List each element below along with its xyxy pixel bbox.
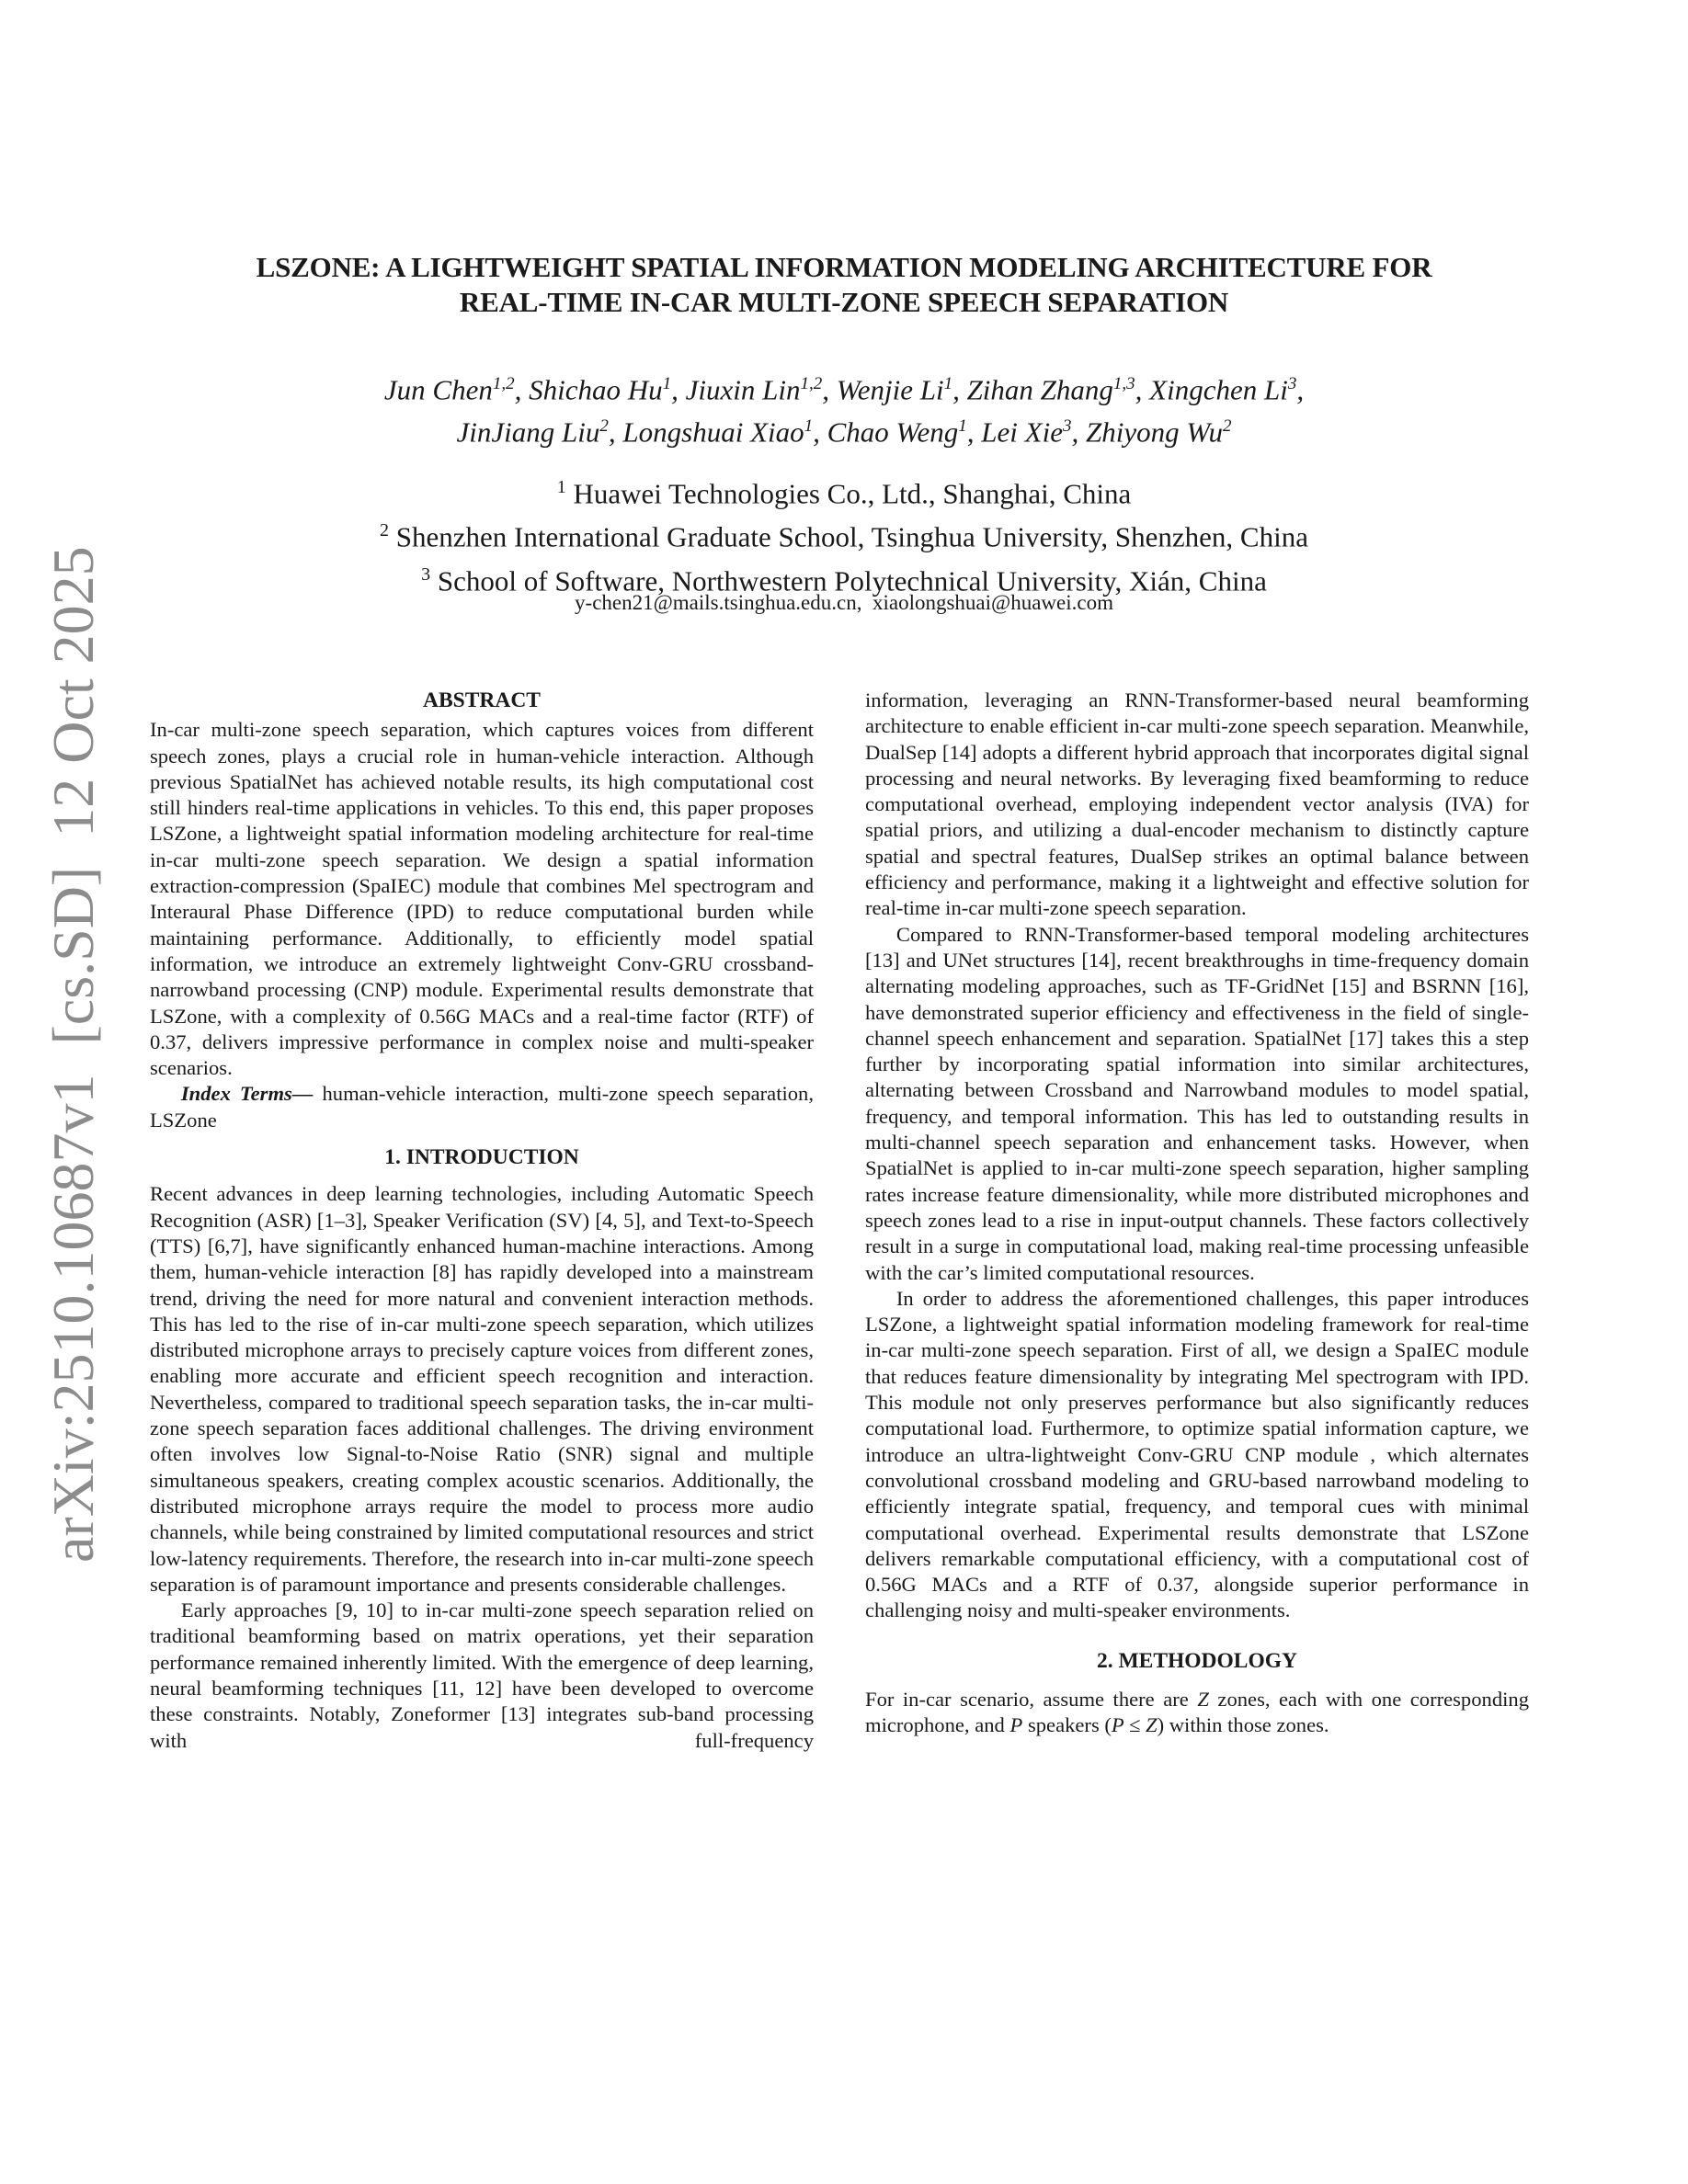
intro-paragraph-3: Compared to RNN-Transformer-based temporal modeling architectures [13] and UNet structures [14], recent breakthroughs in time-frequency domain alternating modeling approaches, such as TF-GridNet [15] and BSRNN [16], have demonstrated superior efficiency and effectiveness in the field of single-channel speech enhancement and separation. SpatialNet [17] takes this a step further by incorporating spatial information into similar architectures, alternating between Crossband and Narrowband modules to model spatial, frequency, and temporal information. This has led to outstanding results in multi-channel speech separation and enhancement tasks. However, when SpatialNet is applied to in-car multi-zone speech separation, higher sampling rates increase feature dimensionality, while more distributed microphones and speech zones lead to a rise in input-output channels. These factors collectively result in a surge in computational load, making real-time processing unfeasible with the car’s limited computational resources. [865, 922, 1529, 1284]
author-name: Xingchen Li [1149, 373, 1288, 406]
left-column [150, 688, 814, 1754]
affiliation-text: Huawei Technologies Co., Ltd., Shanghai, China [565, 477, 1132, 510]
author-name: JinJiang Liu [456, 415, 600, 449]
arxiv-identifier-stamp: arXiv:2510.10687v1 [cs.SD] 12 Oct 2025 [40, 546, 106, 1563]
author-name: Zihan Zhang [966, 373, 1113, 406]
affiliation-marker: 2 [380, 520, 390, 541]
author-affiliation-marker: 3 [1062, 416, 1072, 437]
abstract-heading: ABSTRACT [423, 688, 541, 712]
author-line-2 [184, 408, 1504, 450]
contact-emails: y-chen21@mails.tsinghua.edu.cn, xiaolongshuai@huawei.com [575, 591, 1113, 614]
author-affiliation-marker: 1 [958, 416, 967, 437]
author-name: Jiuxin Lin [685, 373, 801, 406]
intro-paragraph-4: In order to address the aforementioned challenges, this paper introduces LSZone, a lightweight spatial information modeling framework for real-time in-car multi-zone speech separation. First of all, we design a SpaIEC module that reduces feature dimensionality by integrating Mel spectrogram with IPD. This module not only preserves performance but also significantly reduces computational load. Furthermore, to optimize spatial information capture, we introduce an ultra-lightweight Conv-GRU CNP module , which alternates convolutional crossband modeling and GRU-based narrowband modeling to efficiently integrate spatial, frequency, and temporal cues with minimal computational overhead. Experimental results demonstrate that LSZone delivers remarkable computational efficiency, with a computational cost of 0.56G MACs and a RTF of 0.37, alongside superior performance in challenging noisy and multi-speaker environments. [865, 1286, 1529, 1622]
math-variable-z: Z [1197, 1687, 1209, 1711]
index-terms-text: human-vehicle interaction, multi-zone speech separation, LSZone [150, 1082, 815, 1132]
author-name: Zhiyong Wu [1085, 415, 1223, 449]
author-name: Longshuai Xiao [622, 415, 804, 449]
author-separator: , [952, 373, 967, 406]
intro-paragraph-1: Recent advances in deep learning technologies, including Automatic Speech Recognition (ASR) [1–3], Speaker Verification (SV) [4, 5], and Text-to-Speech (TTS) [6,7], have significantly enhanced human-machine interactions. Among them, human-vehicle interaction [8] has rapidly developed into a mainstream trend, driving the need for more natural and convenient interaction methods. This has led to the rise of in-car multi-zone speech separation, which utilizes distributed microphone arrays to precisely capture voices from different zones, enabling more accurate and efficient speech recognition and interaction. Nevertheless, compared to traditional speech separation tasks, the in-car multi-zone speech separation faces additional challenges. The driving environment often involves low Signal-to-Noise Ratio (SNR) signal and multiple simultaneous speakers, creating complex acoustic scenarios. Additionally, the distributed microphone arrays require the model to process more audio channels, while being constrained by limited computational resources and strict low-latency requirements. Therefore, the research into in-car multi-zone speech separation is of paramount importance and presents considerable challenges. [150, 1182, 814, 1596]
author-affiliation-marker: 1 [943, 374, 953, 393]
affiliation-2 [184, 512, 1504, 555]
math-variable-p: P [1009, 1713, 1023, 1737]
methodology-text: speakers ( [1022, 1713, 1112, 1737]
author-separator: , [671, 373, 686, 406]
author-separator: , [813, 415, 827, 449]
title-line-1: LSZONE: A LIGHTWEIGHT SPATIAL INFORMATION MODELING ARCHITECTURE FOR [256, 251, 1432, 283]
methodology-paragraph [865, 1687, 1529, 1739]
affiliation-marker: 3 [421, 563, 431, 585]
title-line-2: REAL-TIME IN-CAR MULTI-ZONE SPEECH SEPARATION [459, 286, 1229, 318]
author-affiliation-marker: 1,2 [492, 374, 515, 393]
author-name: Chao Weng [827, 415, 959, 449]
author-affiliation-marker: 1,3 [1112, 374, 1135, 393]
author-separator: , [608, 415, 623, 449]
affiliation-marker: 1 [556, 477, 566, 497]
methodology-text: For in-car scenario, assume there are [865, 1687, 1198, 1711]
author-affiliation-marker: 1 [804, 416, 814, 437]
author-separator: , [1135, 373, 1150, 406]
affiliation-text: Shenzhen International Graduate School, Tsinghua University, Shenzhen, China [389, 520, 1308, 553]
author-separator: , [822, 373, 837, 406]
index-terms-label: Index Terms— [180, 1082, 314, 1106]
author-affiliation-marker: 3 [1287, 374, 1297, 393]
affiliation-1 [184, 469, 1504, 512]
author-line-1 [184, 366, 1504, 408]
author-name: Jun Chen [383, 373, 493, 406]
author-separator: , [1296, 373, 1305, 406]
math-condition: P ≤ Z [1111, 1713, 1158, 1737]
author-name: Shichao Hu [529, 373, 663, 406]
author-affiliation-marker: 1,2 [800, 374, 823, 393]
intro-paragraph-2-part-2: information, leveraging an RNN-Transformer-based neural beamforming architecture to enable efficient in-car multi-zone speech separation. Meanwhile, DualSep [14] adopts a different hybrid approach that incorporates digital signal processing and neural networks. By leveraging fixed beamforming to reduce computational overhead, employing independent vector analysis (IVA) for spatial priors, and utilizing a dual-encoder mechanism to distinctly capture spatial and spectral features, DualSep strikes an optimal balance between efficiency and performance, making it a lightweight and effective solution for real-time in-car multi-zone speech separation. [865, 688, 1529, 920]
abstract-text: In-car multi-zone speech separation, which captures voices from different speech zones, plays a crucial role in human-vehicle interaction. Although previous SpatialNet has achieved notable results, its high computational cost still hinders real-time applications in vehicles. To this end, this paper proposes LSZone, a lightweight spatial information modeling architecture for real-time in-car multi-zone speech separation. We design a spatial information extraction-compression (SpaIEC) module that combines Mel spectrogram and Interaural Phase Difference (IPD) to reduce computational burden while maintaining performance. Additionally, to efficiently model spatial information, we introduce an extremely lightweight Conv-GRU crossband-narrowband processing (CNP) module. Experimental results demonstrate that LSZone, with a complexity of 0.56G MACs and a real-time factor (RTF) of 0.37, delivers impressive performance in complex noise and multi-speaker scenarios. [150, 718, 814, 1080]
introduction-heading: 1. INTRODUCTION [384, 1145, 579, 1170]
index-terms [150, 1081, 814, 1133]
author-affiliation-marker: 1 [662, 374, 672, 393]
methodology-text: ) within those zones. [1157, 1713, 1329, 1737]
author-separator: , [966, 415, 982, 449]
right-column [865, 688, 1529, 1739]
author-name: Lei Xie [981, 415, 1063, 449]
methodology-text: zones, each with one corresponding microphone, and [865, 1687, 1529, 1737]
author-separator: , [1071, 415, 1086, 449]
author-name: Wenjie Li [836, 373, 944, 406]
paper-title [129, 250, 1559, 320]
affiliation-list [184, 469, 1504, 599]
intro-paragraph-2-part-1: Early approaches [9, 10] to in-car multi-zone speech separation relied on traditional beamforming based on matrix operations, yet their separation performance remained inherently limited. With the emergence of deep learning, neural beamforming techniques [11, 12] have been developed to overcome these constraints. Notably, Zoneformer [13] integrates sub-band processing with full-frequency [150, 1598, 814, 1752]
author-affiliation-marker: 2 [599, 416, 609, 437]
author-list [184, 366, 1504, 451]
author-affiliation-marker: 2 [1222, 416, 1232, 437]
affiliation-text: School of Software, Northwestern Polytechnical University, Xián, China [430, 563, 1267, 597]
author-separator: , [514, 373, 530, 406]
methodology-heading: 2. METHODOLOGY [1096, 1648, 1298, 1673]
